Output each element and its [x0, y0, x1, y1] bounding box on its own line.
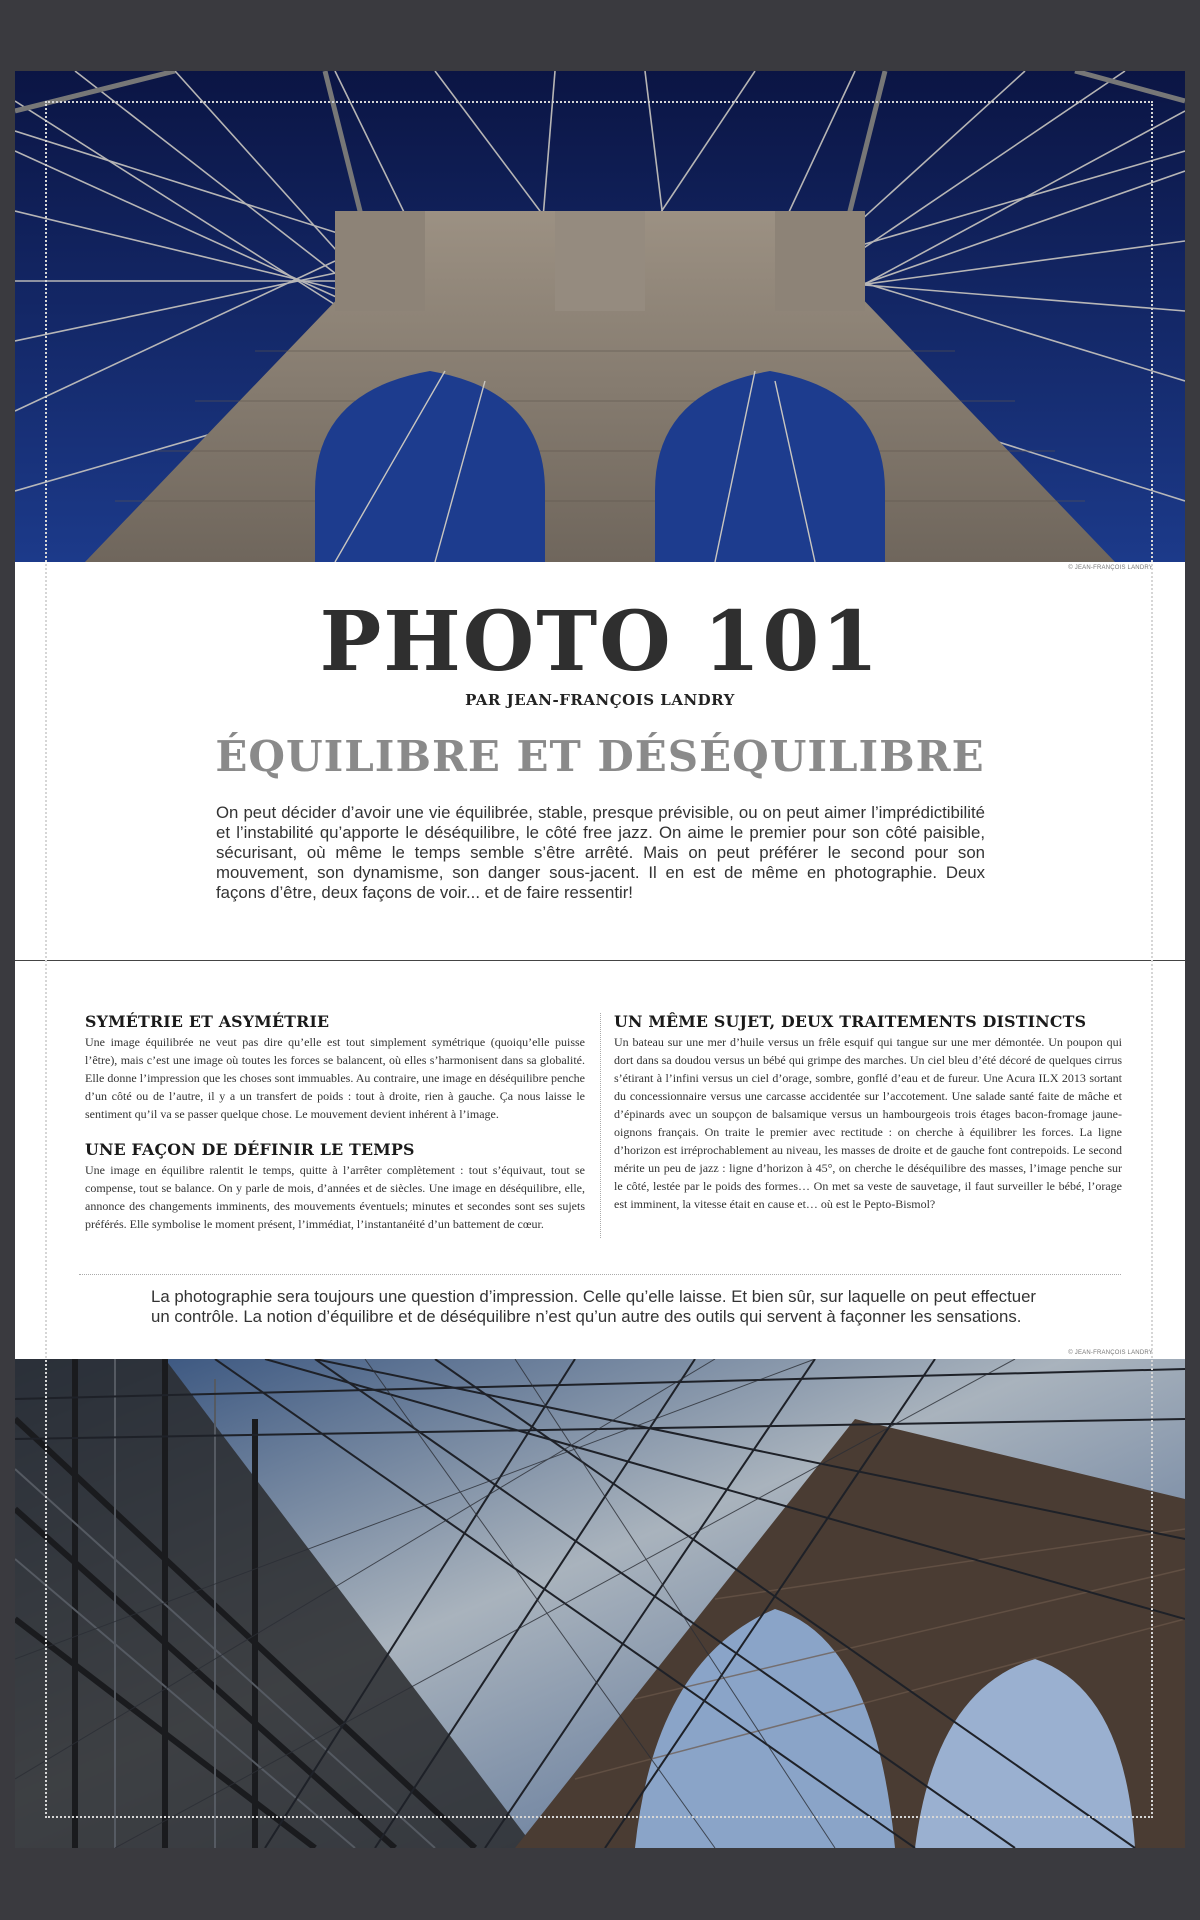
section-body-symmetry: Une image équilibrée ne veut pas dire qu’elle est tout simplement symétrique (quoiqu’elle puisse l’être), mais c’est une image où toutes les forces se balancent, où elles s’harmonisent dans sa globalité. Elle donne l’impression que les choses sont immuables. Au contraire, une image en déséquilibre penche d’un côté ou de l’autre, il y a un transfert de poids : tout à droite, rien à gauche. Ça nous laisse le sentiment qu’il va se passer quelque chose. Le mouvement devient inhérent à l’image.	[85, 1035, 585, 1121]
section-body-same-subject: Un bateau sur une mer d’huile versus un frêle esquif qui tangue sur une mer démontée. Un poupon qui dort dans sa doudou versus un bébé qui grimpe des marches. Un ciel bleu d’été décoré de quelques cirrus s’étirant à l’infini versus un ciel d’orage, sombre, gonflé d’eau et de fureur. Une Acura ILX 2013 sortant du concessionnaire versus une carcasse accidentée sur l’accotement. Une salade santé faite de mâche et d’épinards avec un soupçon de balsamique versus un hambourgeois trois étages bacon-fromage jaune-oignons français. On traite le premier avec rectitude : on cherche à équilibrer les forces. La ligne d’horizon est irréprochablement au niveau, les masses de droite et de gauche font contrepoids. Le second mérite un peu de jazz : ligne d’horizon à 45°, on cherche le déséquilibre des masses, l’image penche sur le côté, lestée par le poids des formes… On met sa veste de sauvetage, il faut surveiller le bébé, l’orage est imminent, la vitesse était en cause et… où est le Pepto-Bismol?	[614, 1035, 1122, 1211]
photo-bridge-tilted	[15, 1359, 1185, 1848]
right-column	[614, 1012, 1122, 1213]
outro-divider	[79, 1274, 1121, 1275]
photo-bridge-tower-upward	[15, 71, 1185, 562]
column-divider	[600, 1013, 601, 1238]
article-byline: PAR JEAN-FRANÇOIS LANDRY	[465, 691, 735, 709]
article-outro: La photographie sera toujours une question d’impression. Celle qu’elle laisse. Et bien sûr, sur laquelle on peut effectuer un contrôle. La notion d’équilibre et de déséquilibre n’est qu’un autre des outils qui servent à façonner les sensations.	[151, 1287, 1036, 1326]
section-heading-time: UNE FAÇON DE DÉFINIR LE TEMPS	[85, 1140, 415, 1159]
article-title: PHOTO 101	[319, 594, 881, 690]
left-column	[85, 1012, 585, 1233]
magazine-page	[15, 71, 1185, 1848]
section-heading-symmetry: SYMÉTRIE ET ASYMÉTRIE	[85, 1012, 330, 1031]
photo-credit-bottom: © JEAN-FRANÇOIS LANDRY	[1068, 1350, 1153, 1356]
article-subtitle: ÉQUILIBRE ET DÉSÉQUILIBRE	[215, 732, 985, 781]
article-intro: On peut décider d’avoir une vie équilibrée, stable, presque prévisible, ou on peut aimer l’imprédictibilité et l’instabilité qu’apporte le déséquilibre, le côté free jazz. On aime le premier pour son côté paisible, sécurisant, où même le temps semble s’être arrêté. Mais on peut préférer le second pour son mouvement, son dynamisme, son danger sous-jacent. Il en est de même en photographie. Deux façons d’être, deux façons de voir... et de faire ressentir!	[216, 803, 985, 902]
section-divider	[15, 960, 1185, 961]
section-body-time: Une image en équilibre ralentit le temps, quitte à l’arrêter complètement : tout s’équivaut, tout se compense, tout se balance. On y parle de mois, d’années et de siècles. Une image en déséquilibre, elle, annonce des changements imminents, des mouvements éventuels; minutes et secondes sont ses sujets préférés. Elle symbolise le moment présent, l’immédiat, l’instantanéité d’un battement de cœur.	[85, 1163, 585, 1231]
photo-credit-top: © JEAN-FRANÇOIS LANDRY	[1068, 565, 1153, 571]
section-heading-same-subject: UN MÊME SUJET, DEUX TRAITEMENTS DISTINCTS	[614, 1012, 1087, 1031]
